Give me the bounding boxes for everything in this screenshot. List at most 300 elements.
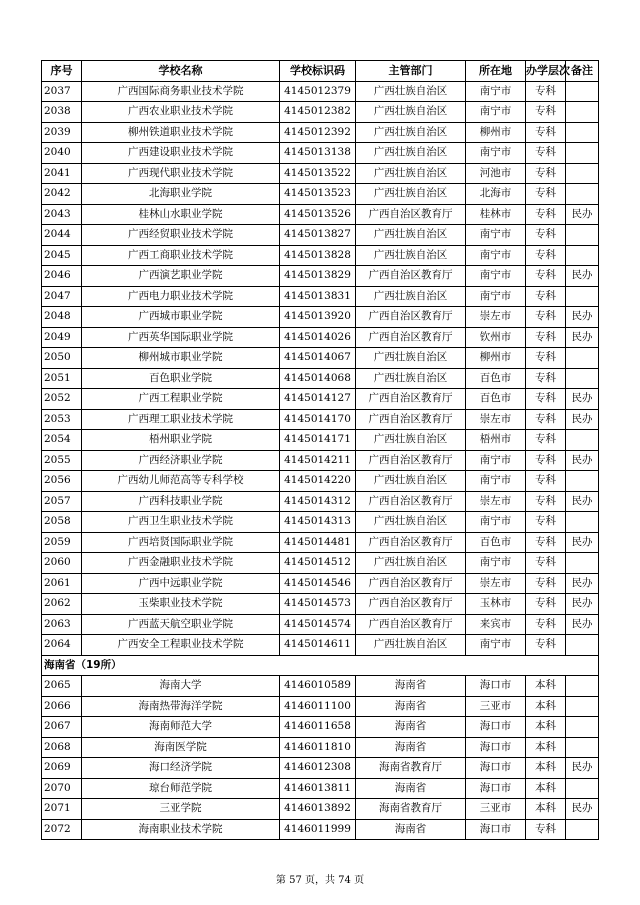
- header-serial: 序号: [42, 61, 82, 82]
- remark-cell: [566, 81, 599, 102]
- school-code-cell: 4145012392: [280, 122, 356, 143]
- section-hainan: [42, 655, 599, 676]
- remark-cell: 民办: [566, 614, 599, 635]
- location-cell: 北海市: [466, 184, 526, 205]
- serial-cell: 2040: [42, 143, 82, 164]
- table-row: [42, 553, 599, 574]
- remark-cell: [566, 225, 599, 246]
- location-cell: 南宁市: [466, 512, 526, 533]
- remark-cell: [566, 102, 599, 123]
- department-cell: 广西壮族自治区: [356, 348, 466, 369]
- location-cell: 南宁市: [466, 450, 526, 471]
- level-cell: 专科: [526, 471, 566, 492]
- department-cell: 海南省: [356, 676, 466, 697]
- table-row: [42, 635, 599, 656]
- serial-cell: 2058: [42, 512, 82, 533]
- table-row: [42, 409, 599, 430]
- table-row: [42, 471, 599, 492]
- department-cell: 广西壮族自治区: [356, 163, 466, 184]
- table-row: [42, 163, 599, 184]
- school-name-cell: 广西国际商务职业技术学院: [82, 81, 280, 102]
- school-name-cell: 广西演艺职业学院: [82, 266, 280, 287]
- table-row: [42, 676, 599, 697]
- table-row: [42, 717, 599, 738]
- level-cell: 专科: [526, 409, 566, 430]
- table-row: [42, 286, 599, 307]
- header-row: [42, 61, 599, 82]
- school-name-cell: 广西英华国际职业学院: [82, 327, 280, 348]
- school-name-cell: 广西理工职业技术学院: [82, 409, 280, 430]
- department-cell: 广西自治区教育厅: [356, 450, 466, 471]
- remark-cell: 民办: [566, 799, 599, 820]
- school-name-cell: 桂林山水职业学院: [82, 204, 280, 225]
- serial-cell: 2057: [42, 491, 82, 512]
- remark-cell: [566, 184, 599, 205]
- remark-cell: [566, 778, 599, 799]
- school-name-cell: 海南职业技术学院: [82, 819, 280, 840]
- location-cell: 百色市: [466, 532, 526, 553]
- page-footer: 第 57 页，共 74 页: [275, 875, 365, 886]
- school-code-cell: 4146013811: [280, 778, 356, 799]
- serial-cell: 2065: [42, 676, 82, 697]
- remark-cell: 民办: [566, 307, 599, 328]
- header-department: 主管部门: [356, 61, 466, 82]
- remark-cell: [566, 143, 599, 164]
- school-code-cell: 4146011100: [280, 696, 356, 717]
- remark-cell: [566, 368, 599, 389]
- location-cell: 河池市: [466, 163, 526, 184]
- location-cell: 梧州市: [466, 430, 526, 451]
- table-row: [42, 143, 599, 164]
- table-row: [42, 696, 599, 717]
- location-cell: 钦州市: [466, 327, 526, 348]
- remark-cell: [566, 696, 599, 717]
- location-cell: 南宁市: [466, 81, 526, 102]
- serial-cell: 2066: [42, 696, 82, 717]
- school-code-cell: 4145014026: [280, 327, 356, 348]
- level-cell: 本科: [526, 696, 566, 717]
- remark-cell: [566, 635, 599, 656]
- serial-cell: 2070: [42, 778, 82, 799]
- location-cell: 南宁市: [466, 635, 526, 656]
- school-code-cell: 4145014481: [280, 532, 356, 553]
- school-name-cell: 广西工商职业技术学院: [82, 245, 280, 266]
- school-code-cell: 4145014573: [280, 594, 356, 615]
- level-cell: 专科: [526, 573, 566, 594]
- school-name-cell: 广西培贤国际职业学院: [82, 532, 280, 553]
- school-name-cell: 海南师范大学: [82, 717, 280, 738]
- school-name-cell: 广西蓝天航空职业学院: [82, 614, 280, 635]
- location-cell: 玉林市: [466, 594, 526, 615]
- school-name-cell: 广西中远职业学院: [82, 573, 280, 594]
- location-cell: 海口市: [466, 737, 526, 758]
- school-list-table-container: [41, 60, 598, 840]
- school-name-cell: 广西经济职业学院: [82, 450, 280, 471]
- table-row: [42, 573, 599, 594]
- serial-cell: 2054: [42, 430, 82, 451]
- remark-cell: [566, 430, 599, 451]
- remark-cell: 民办: [566, 327, 599, 348]
- location-cell: 桂林市: [466, 204, 526, 225]
- school-code-cell: 4145014313: [280, 512, 356, 533]
- location-cell: 南宁市: [466, 471, 526, 492]
- level-cell: 专科: [526, 286, 566, 307]
- serial-cell: 2053: [42, 409, 82, 430]
- location-cell: 南宁市: [466, 225, 526, 246]
- school-code-cell: 4145013526: [280, 204, 356, 225]
- serial-cell: 2045: [42, 245, 82, 266]
- serial-cell: 2064: [42, 635, 82, 656]
- remark-cell: 民办: [566, 389, 599, 410]
- table-row: [42, 430, 599, 451]
- serial-cell: 2043: [42, 204, 82, 225]
- level-cell: 专科: [526, 225, 566, 246]
- school-code-cell: 4145013827: [280, 225, 356, 246]
- remark-cell: [566, 512, 599, 533]
- school-code-cell: 4145014546: [280, 573, 356, 594]
- school-name-cell: 广西工程职业学院: [82, 389, 280, 410]
- level-cell: 专科: [526, 163, 566, 184]
- table-row: [42, 532, 599, 553]
- location-cell: 崇左市: [466, 573, 526, 594]
- department-cell: 海南省教育厅: [356, 758, 466, 779]
- school-code-cell: 4145012382: [280, 102, 356, 123]
- department-cell: 海南省: [356, 819, 466, 840]
- serial-cell: 2061: [42, 573, 82, 594]
- school-code-cell: 4145013829: [280, 266, 356, 287]
- serial-cell: 2052: [42, 389, 82, 410]
- school-name-cell: 广西金融职业技术学院: [82, 553, 280, 574]
- location-cell: 百色市: [466, 368, 526, 389]
- level-cell: 专科: [526, 327, 566, 348]
- department-cell: 广西自治区教育厅: [356, 389, 466, 410]
- table-row: [42, 81, 599, 102]
- remark-cell: 民办: [566, 491, 599, 512]
- school-name-cell: 广西农业职业技术学院: [82, 102, 280, 123]
- serial-cell: 2069: [42, 758, 82, 779]
- school-name-cell: 广西安全工程职业技术学院: [82, 635, 280, 656]
- department-cell: 广西壮族自治区: [356, 512, 466, 533]
- school-code-cell: 4145014211: [280, 450, 356, 471]
- department-cell: 广西壮族自治区: [356, 553, 466, 574]
- school-code-cell: 4145014220: [280, 471, 356, 492]
- school-name-cell: 琼台师范学院: [82, 778, 280, 799]
- remark-cell: [566, 717, 599, 738]
- serial-cell: 2050: [42, 348, 82, 369]
- level-cell: 专科: [526, 635, 566, 656]
- level-cell: 本科: [526, 758, 566, 779]
- serial-cell: 2047: [42, 286, 82, 307]
- school-name-cell: 梧州职业学院: [82, 430, 280, 451]
- location-cell: 海口市: [466, 778, 526, 799]
- section-heading: 海南省（19所）: [42, 655, 599, 676]
- school-code-cell: 4145013522: [280, 163, 356, 184]
- school-code-cell: 4146012308: [280, 758, 356, 779]
- location-cell: 崇左市: [466, 307, 526, 328]
- location-cell: 崇左市: [466, 491, 526, 512]
- school-code-cell: 4146011810: [280, 737, 356, 758]
- table-row: [42, 614, 599, 635]
- department-cell: 广西壮族自治区: [356, 471, 466, 492]
- school-name-cell: 广西建设职业技术学院: [82, 143, 280, 164]
- serial-cell: 2055: [42, 450, 82, 471]
- school-code-cell: 4145013831: [280, 286, 356, 307]
- level-cell: 专科: [526, 204, 566, 225]
- department-cell: 广西自治区教育厅: [356, 614, 466, 635]
- remark-cell: [566, 737, 599, 758]
- school-name-cell: 柳州城市职业学院: [82, 348, 280, 369]
- serial-cell: 2072: [42, 819, 82, 840]
- level-cell: 专科: [526, 819, 566, 840]
- school-code-cell: 4145013828: [280, 245, 356, 266]
- header-school-code: 学校标识码: [280, 61, 356, 82]
- department-cell: 广西壮族自治区: [356, 635, 466, 656]
- remark-cell: [566, 245, 599, 266]
- table-row: [42, 389, 599, 410]
- level-cell: 专科: [526, 368, 566, 389]
- level-cell: 专科: [526, 553, 566, 574]
- department-cell: 海南省: [356, 696, 466, 717]
- remark-cell: [566, 471, 599, 492]
- header-remark: 备注: [566, 61, 599, 82]
- school-name-cell: 广西经贸职业技术学院: [82, 225, 280, 246]
- school-code-cell: 4145014127: [280, 389, 356, 410]
- serial-cell: 2042: [42, 184, 82, 205]
- level-cell: 专科: [526, 389, 566, 410]
- level-cell: 专科: [526, 614, 566, 635]
- location-cell: 柳州市: [466, 348, 526, 369]
- table-row: [42, 737, 599, 758]
- school-list-table: [41, 60, 599, 840]
- table-row: [42, 122, 599, 143]
- remark-cell: 民办: [566, 532, 599, 553]
- school-code-cell: 4145014312: [280, 491, 356, 512]
- table-body-hainan: [42, 676, 599, 840]
- department-cell: 广西自治区教育厅: [356, 266, 466, 287]
- level-cell: 专科: [526, 594, 566, 615]
- school-name-cell: 海南医学院: [82, 737, 280, 758]
- level-cell: 本科: [526, 778, 566, 799]
- remark-cell: [566, 163, 599, 184]
- table-row: [42, 512, 599, 533]
- department-cell: 广西壮族自治区: [356, 81, 466, 102]
- location-cell: 来宾市: [466, 614, 526, 635]
- school-code-cell: 4146011999: [280, 819, 356, 840]
- level-cell: 专科: [526, 532, 566, 553]
- serial-cell: 2049: [42, 327, 82, 348]
- serial-cell: 2046: [42, 266, 82, 287]
- school-name-cell: 百色职业学院: [82, 368, 280, 389]
- school-code-cell: 4146010589: [280, 676, 356, 697]
- remark-cell: 民办: [566, 594, 599, 615]
- department-cell: 广西壮族自治区: [356, 245, 466, 266]
- level-cell: 专科: [526, 122, 566, 143]
- remark-cell: 民办: [566, 409, 599, 430]
- level-cell: 专科: [526, 348, 566, 369]
- header-location: 所在地: [466, 61, 526, 82]
- serial-cell: 2068: [42, 737, 82, 758]
- table-row: [42, 266, 599, 287]
- school-name-cell: 海南大学: [82, 676, 280, 697]
- location-cell: 三亚市: [466, 696, 526, 717]
- table-row: [42, 778, 599, 799]
- location-cell: 南宁市: [466, 102, 526, 123]
- remark-cell: [566, 553, 599, 574]
- level-cell: 专科: [526, 450, 566, 471]
- table-row: [42, 184, 599, 205]
- remark-cell: 民办: [566, 758, 599, 779]
- location-cell: 南宁市: [466, 286, 526, 307]
- department-cell: 广西壮族自治区: [356, 184, 466, 205]
- table-row: [42, 225, 599, 246]
- table-row: [42, 799, 599, 820]
- department-cell: 广西壮族自治区: [356, 286, 466, 307]
- level-cell: 专科: [526, 430, 566, 451]
- serial-cell: 2051: [42, 368, 82, 389]
- remark-cell: [566, 286, 599, 307]
- school-code-cell: 4145014512: [280, 553, 356, 574]
- table-body-guangxi: [42, 81, 599, 655]
- location-cell: 柳州市: [466, 122, 526, 143]
- school-code-cell: 4145013920: [280, 307, 356, 328]
- level-cell: 专科: [526, 184, 566, 205]
- location-cell: 三亚市: [466, 799, 526, 820]
- school-name-cell: 北海职业学院: [82, 184, 280, 205]
- school-code-cell: 4145014170: [280, 409, 356, 430]
- location-cell: 海口市: [466, 717, 526, 738]
- school-code-cell: 4146013892: [280, 799, 356, 820]
- school-name-cell: 海口经济学院: [82, 758, 280, 779]
- department-cell: 广西自治区教育厅: [356, 594, 466, 615]
- serial-cell: 2056: [42, 471, 82, 492]
- school-name-cell: 柳州铁道职业技术学院: [82, 122, 280, 143]
- school-name-cell: 广西科技职业学院: [82, 491, 280, 512]
- remark-cell: 民办: [566, 266, 599, 287]
- department-cell: 广西壮族自治区: [356, 143, 466, 164]
- location-cell: 南宁市: [466, 266, 526, 287]
- school-name-cell: 广西城市职业学院: [82, 307, 280, 328]
- department-cell: 广西壮族自治区: [356, 225, 466, 246]
- table-row: [42, 204, 599, 225]
- serial-cell: 2067: [42, 717, 82, 738]
- location-cell: 南宁市: [466, 245, 526, 266]
- department-cell: 海南省: [356, 717, 466, 738]
- school-code-cell: 4145014574: [280, 614, 356, 635]
- school-name-cell: 广西电力职业技术学院: [82, 286, 280, 307]
- level-cell: 本科: [526, 676, 566, 697]
- serial-cell: 2038: [42, 102, 82, 123]
- school-name-cell: 三亚学院: [82, 799, 280, 820]
- department-cell: 广西自治区教育厅: [356, 204, 466, 225]
- department-cell: 海南省: [356, 737, 466, 758]
- table-row: [42, 245, 599, 266]
- remark-cell: [566, 348, 599, 369]
- department-cell: 广西自治区教育厅: [356, 532, 466, 553]
- table-header: [42, 61, 599, 82]
- school-code-cell: 4145014171: [280, 430, 356, 451]
- table-row: [42, 491, 599, 512]
- serial-cell: 2062: [42, 594, 82, 615]
- department-cell: 广西自治区教育厅: [356, 491, 466, 512]
- school-code-cell: 4145014067: [280, 348, 356, 369]
- table-row: [42, 368, 599, 389]
- school-code-cell: 4145013523: [280, 184, 356, 205]
- school-name-cell: 海南热带海洋学院: [82, 696, 280, 717]
- school-code-cell: 4145012379: [280, 81, 356, 102]
- department-cell: 广西壮族自治区: [356, 122, 466, 143]
- level-cell: 专科: [526, 491, 566, 512]
- location-cell: 海口市: [466, 676, 526, 697]
- school-code-cell: 4145014611: [280, 635, 356, 656]
- school-name-cell: 广西卫生职业技术学院: [82, 512, 280, 533]
- remark-cell: 民办: [566, 450, 599, 471]
- level-cell: 本科: [526, 717, 566, 738]
- location-cell: 南宁市: [466, 553, 526, 574]
- school-name-cell: 玉柴职业技术学院: [82, 594, 280, 615]
- level-cell: 专科: [526, 102, 566, 123]
- table-row: [42, 102, 599, 123]
- school-name-cell: 广西现代职业技术学院: [82, 163, 280, 184]
- level-cell: 本科: [526, 799, 566, 820]
- remark-cell: [566, 819, 599, 840]
- serial-cell: 2037: [42, 81, 82, 102]
- remark-cell: 民办: [566, 204, 599, 225]
- level-cell: 本科: [526, 737, 566, 758]
- location-cell: 海口市: [466, 819, 526, 840]
- serial-cell: 2071: [42, 799, 82, 820]
- table-row: [42, 819, 599, 840]
- level-cell: 专科: [526, 512, 566, 533]
- table-row: [42, 327, 599, 348]
- header-level: 办学层次: [526, 61, 566, 82]
- remark-cell: 民办: [566, 573, 599, 594]
- location-cell: 百色市: [466, 389, 526, 410]
- level-cell: 专科: [526, 143, 566, 164]
- department-cell: 广西壮族自治区: [356, 430, 466, 451]
- department-cell: 广西壮族自治区: [356, 368, 466, 389]
- location-cell: 海口市: [466, 758, 526, 779]
- location-cell: 崇左市: [466, 409, 526, 430]
- department-cell: 广西自治区教育厅: [356, 409, 466, 430]
- remark-cell: [566, 122, 599, 143]
- level-cell: 专科: [526, 266, 566, 287]
- serial-cell: 2039: [42, 122, 82, 143]
- table-row: [42, 307, 599, 328]
- level-cell: 专科: [526, 81, 566, 102]
- school-code-cell: 4146011658: [280, 717, 356, 738]
- school-name-cell: 广西幼儿师范高等专科学校: [82, 471, 280, 492]
- serial-cell: 2059: [42, 532, 82, 553]
- department-cell: 海南省教育厅: [356, 799, 466, 820]
- department-cell: 海南省: [356, 778, 466, 799]
- serial-cell: 2044: [42, 225, 82, 246]
- table-row: [42, 348, 599, 369]
- header-school-name: 学校名称: [82, 61, 280, 82]
- serial-cell: 2060: [42, 553, 82, 574]
- department-cell: 广西壮族自治区: [356, 102, 466, 123]
- school-code-cell: 4145014068: [280, 368, 356, 389]
- department-cell: 广西自治区教育厅: [356, 307, 466, 328]
- table-row: [42, 758, 599, 779]
- table-row: [42, 594, 599, 615]
- location-cell: 南宁市: [466, 143, 526, 164]
- level-cell: 专科: [526, 307, 566, 328]
- level-cell: 专科: [526, 245, 566, 266]
- department-cell: 广西自治区教育厅: [356, 573, 466, 594]
- serial-cell: 2048: [42, 307, 82, 328]
- serial-cell: 2041: [42, 163, 82, 184]
- school-code-cell: 4145013138: [280, 143, 356, 164]
